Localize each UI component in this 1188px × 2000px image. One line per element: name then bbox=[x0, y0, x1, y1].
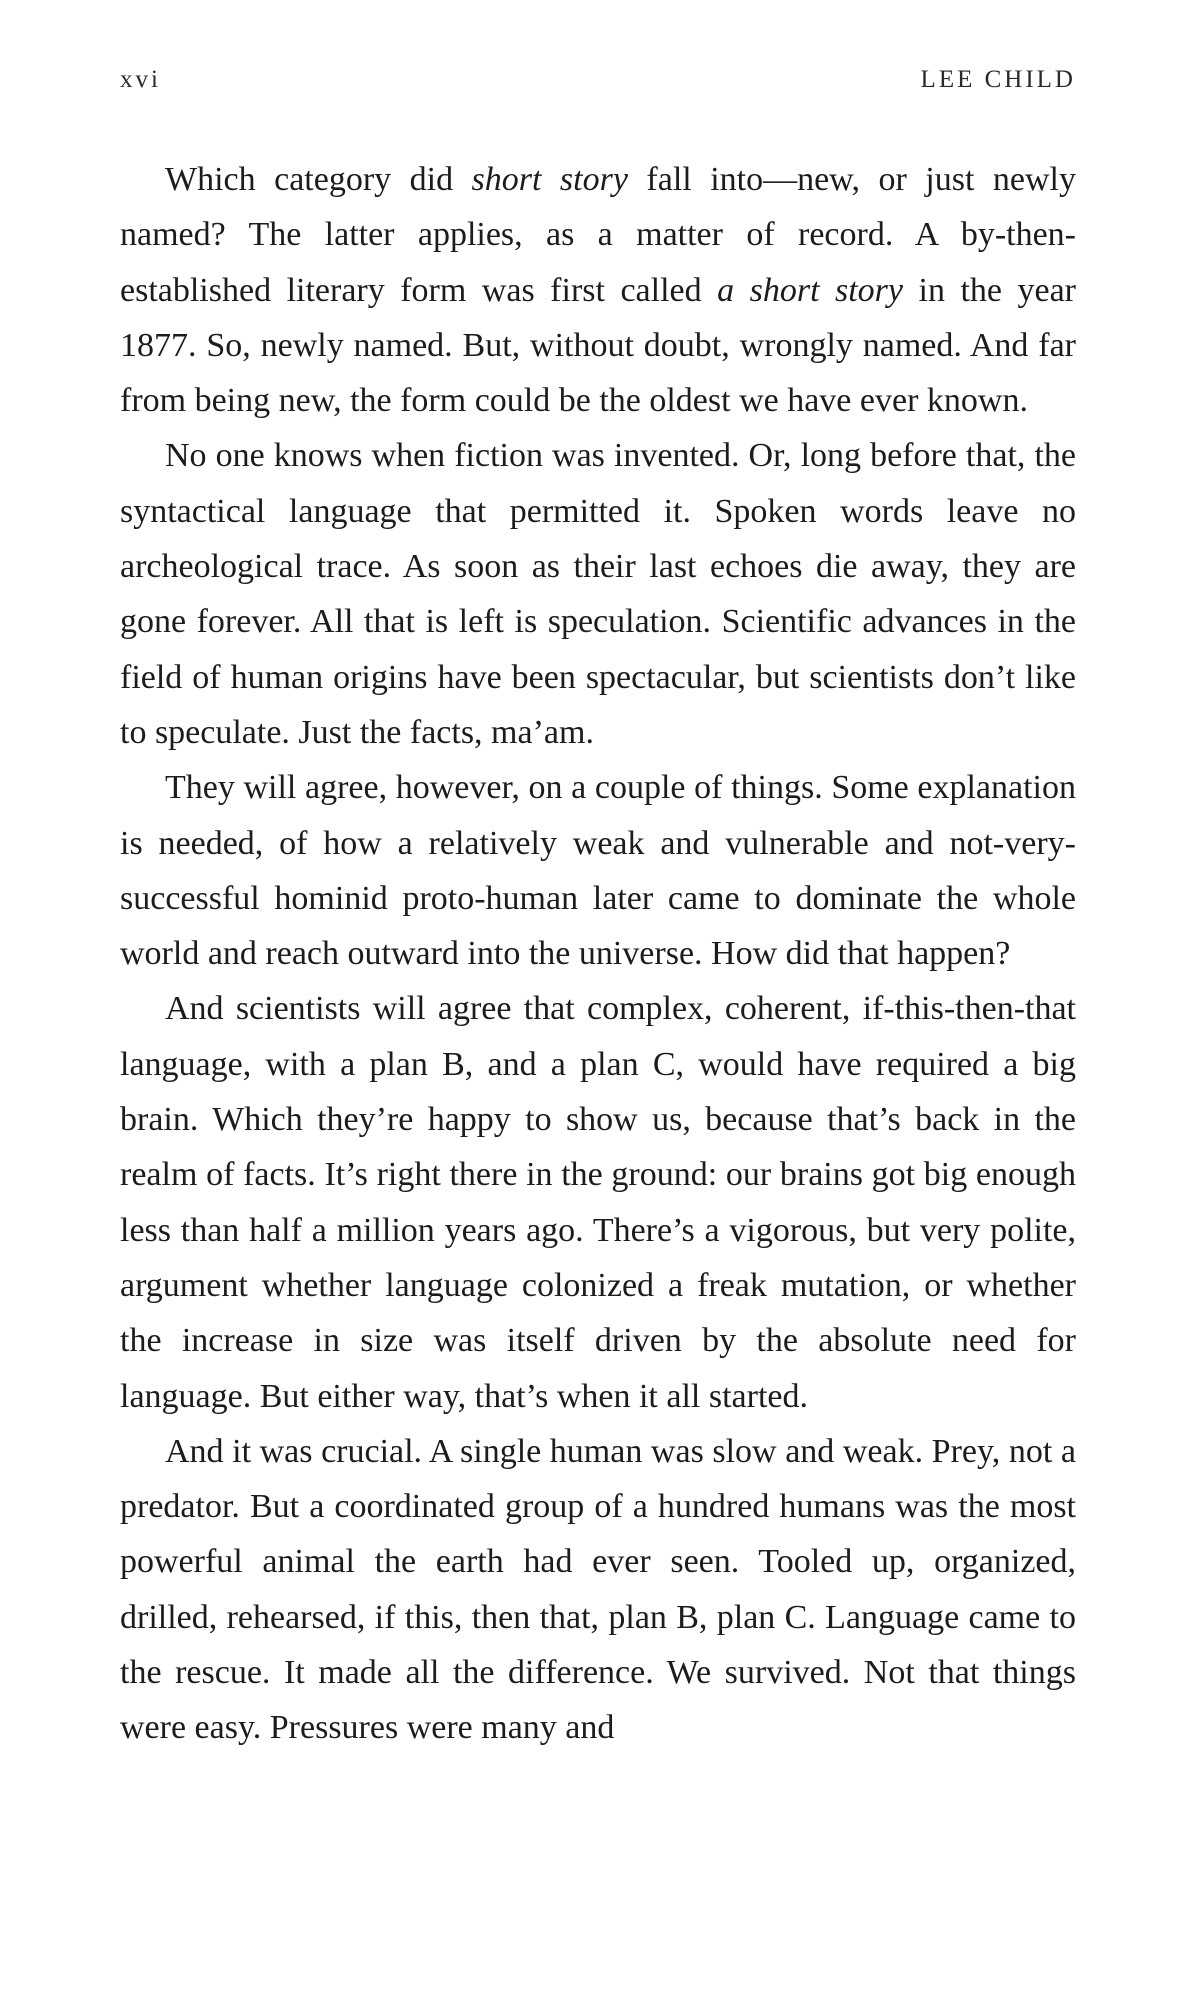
body-text bbox=[120, 152, 1076, 1756]
paragraph-1-italic-a: short story bbox=[471, 161, 628, 198]
paragraph-1-text-b: fall into—new, or just newly named? The latter applies, as a matter of record. A by-then-established literary form was first called bbox=[120, 161, 1076, 309]
paragraph-3: They will agree, however, on a couple of things. Some explanation is needed, of how a relatively weak and vulnerable and not-very-successful hominid proto-human later came to dominate the whole world and reach outward into the universe. How did that happen? bbox=[120, 769, 1076, 973]
paragraph-1 bbox=[120, 152, 1076, 428]
page-number: xvi bbox=[120, 66, 161, 93]
paragraph-1-italic-b: a short story bbox=[717, 271, 904, 309]
paragraph-5: And it was crucial. A single human was slow and weak. Prey, not a predator. But a coordinated group of a hundred humans was the most powerful animal the earth had ever seen. Tooled up, organized, drilled, rehearsed, if this, then that, plan B, plan C. Language came to the rescue. It made all the difference. We survived. Not that things were easy. Pressures were many and bbox=[120, 1432, 1076, 1747]
paragraph-1-text-a: Which category did bbox=[165, 161, 472, 198]
running-head-author: LEE CHILD bbox=[920, 66, 1076, 93]
paragraph-2: No one knows when fiction was invented. Or, long before that, the syntactical language that permitted it. Spoken words leave no archeological trace. As soon as their last echoes die away, they are gone forever. All that is left is speculation. Scientific advances in the field of human origins have been spectacular, but scientists don’t like to speculate. Just the facts, ma’am. bbox=[120, 437, 1076, 751]
paragraph-4: And scientists will agree that complex, coherent, if-this-then-that language, with a plan B, and a plan C, would have required a big brain. Which they’re happy to show us, because that’s back in the realm of facts. It’s right there in the ground: our brains got big enough less than half a million years ago. There’s a vigorous, but very polite, argument whether language colonized a freak mutation, or whether the increase in size was itself driven by the absolute need for language. But either way, that’s when it all started. bbox=[120, 990, 1076, 1415]
running-head bbox=[120, 66, 1076, 106]
paragraph-1-text-c: in the year 1877. So, newly named. But, without doubt, wrongly named. And far from being new, the form could be the oldest we have ever known. bbox=[120, 271, 1076, 420]
